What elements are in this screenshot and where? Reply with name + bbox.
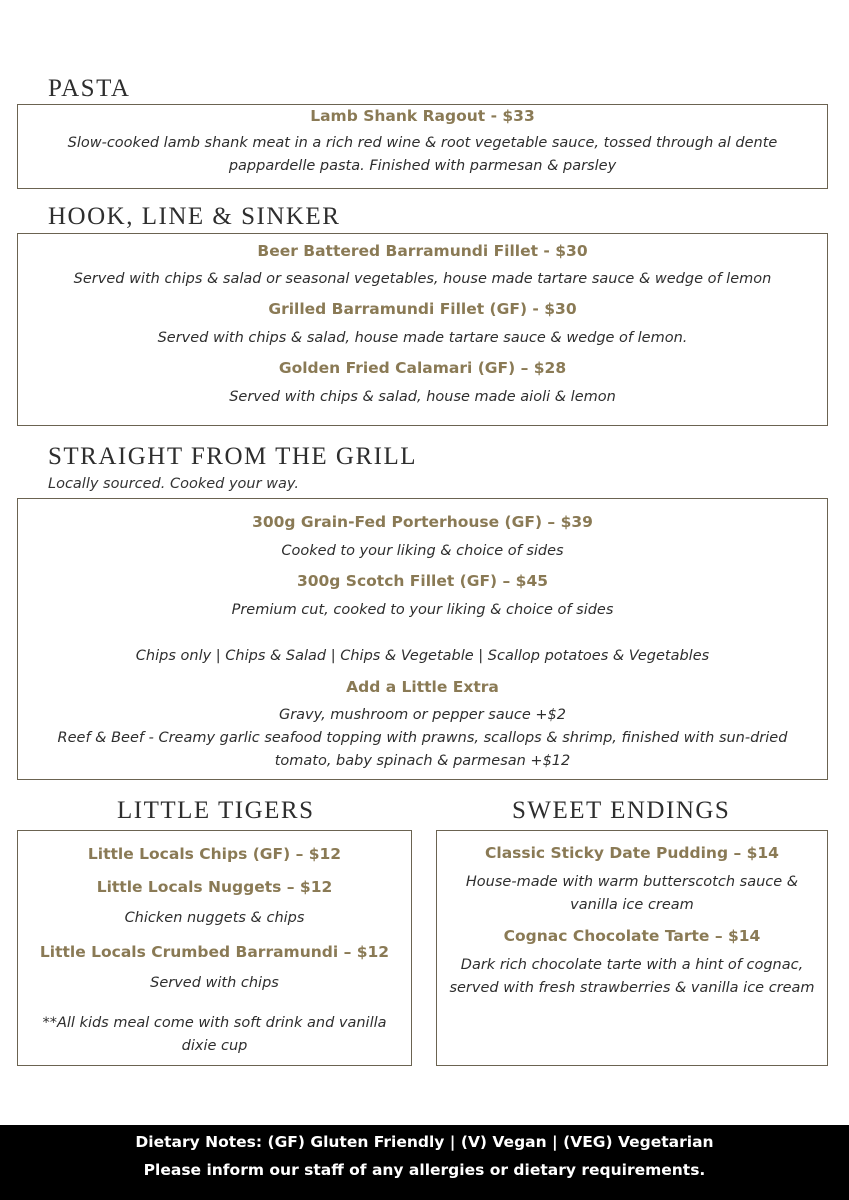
pasta-section-box <box>17 104 828 189</box>
menu-item-description: served with fresh strawberries & vanilla ice cream <box>449 980 815 996</box>
menu-item-title: Little Locals Nuggets – $12 <box>96 878 333 896</box>
menu-item-title: 300g Scotch Fillet (GF) – $45 <box>296 572 549 590</box>
extras-line: tomato, baby spinach & parmesan +$12 <box>274 753 571 769</box>
hook-line-sinker-heading: HOOK, LINE & SINKER <box>48 203 341 230</box>
menu-item-description: House-made with warm butterscotch sauce & <box>465 874 799 890</box>
little-tigers-heading: LITTLE TIGERS <box>117 797 315 824</box>
menu-item-title: Classic Sticky Date Pudding – $14 <box>485 844 779 862</box>
menu-item-description: Dark rich chocolate tarte with a hint of cognac, <box>460 957 804 973</box>
extras-line: Gravy, mushroom or pepper sauce +$2 <box>278 707 567 723</box>
sweet-endings-heading: SWEET ENDINGS <box>512 797 731 824</box>
grill-heading: STRAIGHT FROM THE GRILL <box>48 443 418 470</box>
extras-line: Reef & Beef - Creamy garlic seafood topping with prawns, scallops & shrimp, finished with sun-dried <box>57 730 788 746</box>
kids-meal-note: **All kids meal come with soft drink and vanilla <box>42 1015 387 1031</box>
menu-item-description: Slow-cooked lamb shank meat in a rich red wine & root vegetable sauce, tossed through al dente <box>67 135 778 151</box>
menu-item-description: vanilla ice cream <box>570 897 694 913</box>
grill-subtitle: Locally sourced. Cooked your way. <box>48 476 299 492</box>
pasta-heading: PASTA <box>48 75 131 102</box>
menu-item-description: Served with chips & salad, house made tartare sauce & wedge of lemon. <box>157 330 688 346</box>
sweet-endings-box <box>436 830 828 1066</box>
menu-item-description: Served with chips <box>150 975 279 991</box>
menu-item-title: Lamb Shank Ragout - $33 <box>310 107 535 125</box>
grill-section-box <box>17 498 828 780</box>
menu-item-description: Served with chips & salad or seasonal vegetables, house made tartare sauce & wedge of lemon <box>73 271 772 287</box>
menu-item-description: Chicken nuggets & chips <box>124 910 305 926</box>
menu-item-title: Golden Fried Calamari (GF) – $28 <box>278 359 567 377</box>
menu-item-title: Little Locals Chips (GF) – $12 <box>87 845 342 863</box>
menu-item-title: Beer Battered Barramundi Fillet - $30 <box>257 242 588 260</box>
dietary-notes: Dietary Notes: (GF) Gluten Friendly | (V) Vegan | (VEG) Vegetarian <box>135 1133 714 1151</box>
little-tigers-box <box>17 830 412 1066</box>
menu-item-title: 300g Grain-Fed Porterhouse (GF) – $39 <box>252 513 593 531</box>
menu-item-description: Cooked to your liking & choice of sides <box>281 543 564 559</box>
menu-item-description: Premium cut, cooked to your liking & choice of sides <box>231 602 614 618</box>
menu-item-title: Grilled Barramundi Fillet (GF) - $30 <box>268 300 577 318</box>
dietary-footer <box>0 1125 849 1200</box>
menu-item-description: Served with chips & salad, house made aioli & lemon <box>229 389 616 405</box>
hook-section-box <box>17 233 828 426</box>
extras-title: Add a Little Extra <box>346 678 499 696</box>
menu-item-title: Cognac Chocolate Tarte – $14 <box>503 927 761 945</box>
menu-item-description: pappardelle pasta. Finished with parmesan & parsley <box>228 158 617 174</box>
kids-meal-note: dixie cup <box>181 1038 248 1054</box>
allergy-notice: Please inform our staff of any allergies or dietary requirements. <box>143 1161 706 1179</box>
menu-item-title: Little Locals Crumbed Barramundi – $12 <box>39 943 390 961</box>
sides-options: Chips only | Chips & Salad | Chips & Vegetable | Scallop potatoes & Vegetables <box>135 648 710 664</box>
